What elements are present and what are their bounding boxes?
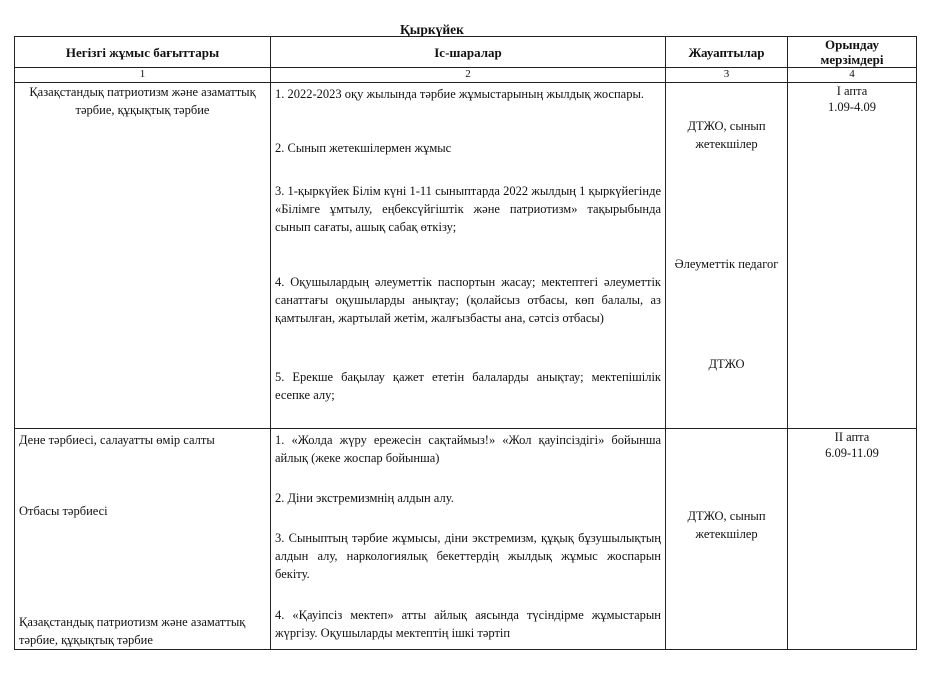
responsible-cell (666, 83, 788, 429)
month-title: Қыркүйек (400, 22, 464, 37)
activity-item: 4. Оқушылардың әлеуметтік паспортын жасау; мектептегі әлеуметтік санаттағы оқушыларды анықтау; (қолайсыз отбасы, көп балалы, аз қамтылған, жартылай жетім, жалғызбасты ана, сәтсіз отбасы) (275, 275, 661, 325)
direction-cell (15, 83, 271, 429)
header-row (15, 37, 917, 68)
work-plan-table (14, 36, 917, 650)
col-number-2: 2 (271, 68, 666, 83)
direction-text: Отбасы тәрбиесі (19, 504, 108, 518)
responsible-text: Әлеуметтік педагог (674, 257, 779, 271)
activities-cell (271, 429, 666, 650)
responsible-text: ДТЖО, сынып жетекшілер (687, 119, 766, 151)
activity-item: 3. Сыныптың тәрбие жұмысы, діни экстремизм, құқық бұзушылықтың алдын алу, наркологиялық бекеттердің жылдық жұмыс жоспарын бекіту. (275, 531, 661, 581)
activity-item: 1. «Жолда жүру ережесін сақтаймыз!» «Жол қауіпсіздігі» бойынша айлық (жеке жоспар бойынша) (275, 433, 661, 465)
activity-item: 1. 2022-2023 оқу жылында тәрбие жұмыстарының жылдық жоспары. (275, 87, 644, 101)
activity-item: 2. Діни экстремизмнің алдын алу. (275, 491, 454, 505)
header-responsible: Жауаптылар (666, 37, 788, 68)
deadline-cell (788, 429, 917, 650)
activities-cell (271, 83, 666, 429)
header-directions: Негізгі жұмыс бағыттары (15, 37, 271, 68)
activity-item: 4. «Қауіпсіз мектеп» атты айлық аясында түсіндірме жұмыстарын жүргізу. Оқушыларды мектептің ішкі тәртіп (275, 608, 661, 640)
deadline-week: ІІ апта (834, 430, 870, 444)
table-row (15, 429, 917, 650)
activity-item: 5. Ерекше бақылау қажет ететін балаларды анықтау; мектепішілік есепке алу; (275, 370, 661, 402)
responsible-text: ДТЖО (708, 357, 745, 371)
deadline-cell (788, 83, 917, 429)
direction-cell (15, 429, 271, 650)
table-row (15, 83, 917, 429)
col-number-3: 3 (666, 68, 788, 83)
deadline-dates: 1.09-4.09 (828, 100, 876, 114)
activity-item: 3. 1-қыркүйек Білім күні 1-11 сыныптарда 2022 жылдың 1 қыркүйегінде «Білімге ұмтылу, еңбексүйгіштік және патриотизм» тақырыбында сынып сағаты, ашық сабақ өткізу; (275, 184, 661, 234)
direction-text: Дене тәрбиесі, салауатты өмір салты (19, 433, 215, 447)
header-deadline: Орындау мерзімдері (788, 37, 917, 68)
responsible-text: ДТЖО, сынып жетекшілер (687, 509, 766, 541)
col-number-1: 1 (15, 68, 271, 83)
direction-text: Қазақстандық патриотизм және азаматтық тәрбие, құқықтық тәрбие (19, 615, 246, 647)
deadline-dates: 6.09-11.09 (825, 446, 879, 460)
direction-text: Қазақстандық патриотизм және азаматтық тәрбие, құқықтық тәрбие (29, 85, 256, 117)
deadline-week: І апта (836, 84, 868, 98)
header-activities: Іс-шаралар (271, 37, 666, 68)
activity-item: 2. Сынып жетекшілермен жұмыс (275, 141, 452, 155)
column-number-row (15, 68, 917, 83)
col-number-4: 4 (788, 68, 917, 83)
responsible-cell (666, 429, 788, 650)
